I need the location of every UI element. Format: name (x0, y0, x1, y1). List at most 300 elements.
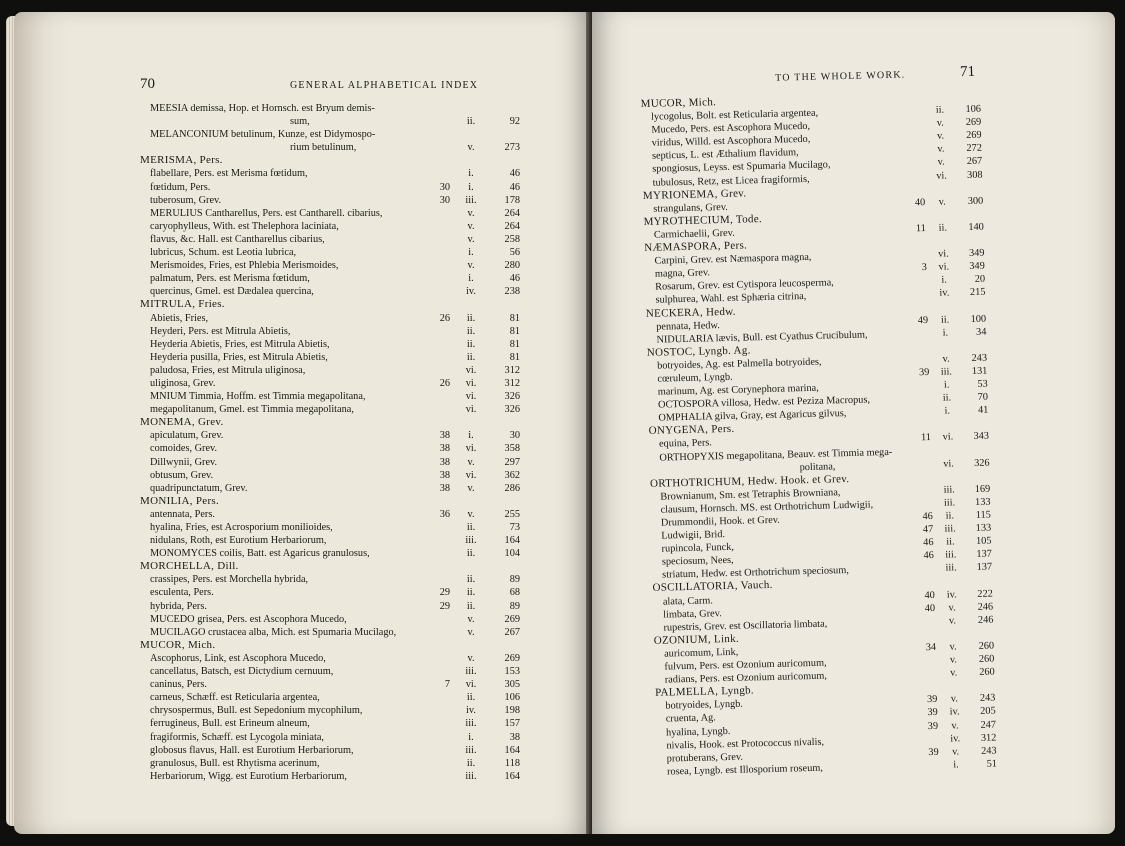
entry-page-number: 362 (504, 469, 520, 481)
entry-volume: i. (942, 327, 949, 339)
entry-page-number: 118 (504, 757, 520, 769)
entry-text: flabellare, Pers. est Merisma fœtidum, (150, 168, 308, 180)
entry-text: MORCHELLA, Dill. (140, 560, 239, 573)
entry-page-number: 255 (504, 508, 520, 520)
entry-page-number: 46 (509, 181, 520, 193)
entry-plate-number: 39 (918, 366, 930, 379)
entry-text: viridus, Willd. est Ascophora Mucedo, (651, 134, 811, 150)
entry-text: limbata, Grev. (663, 607, 722, 621)
entry-text: MELANCONIUM betulinum, Kunze, est Didymospo- (150, 129, 376, 141)
entry-page-number: 308 (966, 169, 983, 181)
entry-plate-number: 38 (439, 469, 450, 481)
entry-volume: vi. (465, 391, 477, 403)
entry-page-number: 267 (966, 156, 983, 168)
index-entry (140, 717, 520, 730)
index-entry (140, 272, 520, 285)
index-entry (140, 600, 520, 613)
entry-page-number: 264 (504, 220, 520, 232)
entry-page-number: 312 (504, 364, 520, 376)
index-entry (140, 521, 520, 534)
entry-volume: i. (468, 731, 474, 743)
entry-page-number: 105 (975, 535, 992, 548)
entry-volume: vi. (943, 458, 955, 470)
entry-page-number: 243 (971, 352, 988, 364)
index-entry (140, 377, 520, 390)
entry-volume: i. (953, 759, 959, 771)
index-heading (140, 639, 520, 652)
entry-page-number: 358 (504, 443, 520, 455)
entry-volume (936, 418, 958, 419)
entry-text: obtusum, Grev. (150, 469, 214, 481)
entry-text: Abietis, Fries, (150, 312, 209, 324)
entry-text: hyalina, Fries, est Acrosporium monilioides, (150, 522, 333, 533)
index-entry (140, 338, 520, 351)
index-entry (140, 233, 520, 246)
entry-text: paludosa, Fries, est Mitrula uliginosa, (150, 364, 306, 376)
index-heading (140, 416, 520, 429)
entry-text: rupincola, Funck, (661, 542, 735, 555)
entry-text: rupestris, Grev. est Oscillatoria limbata, (663, 618, 828, 634)
entry-volume: v. (467, 207, 475, 219)
entry-volume: v. (467, 482, 475, 494)
entry-volume: iii. (465, 770, 477, 782)
entry-text: Dillwynii, Grev. (150, 456, 218, 468)
entry-text: auricomum, Link, (664, 646, 739, 660)
entry-volume: v. (942, 353, 950, 365)
index-entry (140, 482, 520, 495)
entry-volume: ii. (466, 312, 476, 324)
entry-text: chrysospermus, Bull. est Sepedonium mycophilum, (150, 705, 363, 717)
entry-volume: v. (950, 693, 959, 705)
entry-text: cœruleum, Lyngb. (657, 371, 733, 385)
entry-volume: ii. (466, 574, 476, 586)
entry-volume: v. (936, 117, 944, 129)
entry-volume: vi. (465, 364, 477, 376)
entry-text: tuberosum, Grev. (150, 194, 222, 206)
entry-volume (931, 182, 953, 183)
entry-volume (943, 679, 965, 680)
index-heading (140, 154, 520, 167)
entry-text: carneus, Schæff. est Reticularia argentea, (150, 692, 320, 704)
entry-volume: iii. (940, 366, 953, 378)
index-entry (140, 403, 520, 416)
entry-volume: ii. (466, 692, 476, 704)
entry-text: caryophylleus, With. est Thelephora laciniata, (150, 220, 339, 232)
entry-text: radians, Pers. est Ozonium auricomum, (664, 670, 828, 686)
entry-plate-number: 7 (444, 679, 450, 691)
entry-text: fragiformis, Schæff. est Lycogola miniata, (150, 731, 324, 743)
entry-plate-number: 29 (439, 587, 450, 599)
entry-text: comoides, Grev. (150, 443, 218, 455)
entry-page-number: 258 (504, 233, 520, 245)
index-entry (140, 285, 520, 298)
entry-text: uliginosa, Grev. (150, 377, 216, 389)
entry-volume (932, 234, 954, 235)
entry-text: botryoides, Lyngb. (665, 698, 744, 712)
entry-page-number: 100 (970, 313, 987, 325)
index-entry (140, 128, 520, 141)
entry-volume (931, 208, 953, 209)
entry-volume: v. (467, 142, 475, 154)
entry-page-number: 243 (981, 745, 997, 757)
entry-volume: vi. (465, 404, 477, 416)
entry-volume: vi. (465, 469, 477, 481)
entry-page-number: 326 (974, 457, 990, 469)
entry-volume: i. (468, 168, 474, 180)
entry-page-number: 269 (504, 652, 520, 664)
entry-page-number: 260 (978, 653, 995, 665)
index-entry (140, 757, 520, 770)
entry-page-number: 46 (509, 273, 520, 285)
entry-plate-number: 39 (926, 694, 938, 706)
entry-volume: ii. (466, 522, 476, 533)
entry-volume (938, 470, 960, 471)
entry-page-number: 260 (978, 640, 995, 652)
entry-page-number: 349 (968, 247, 985, 260)
entry-text: pennata, Hedw. (656, 319, 720, 333)
entry-page-number: 222 (977, 588, 993, 600)
entry-text: hybrida, Pers. (150, 600, 207, 612)
left-page-number: 70 (140, 76, 155, 92)
entry-page-number: 215 (969, 287, 986, 299)
entry-page-number: 312 (504, 377, 520, 389)
left-index-entries (140, 102, 520, 783)
entry-volume: v. (950, 667, 958, 679)
entry-plate-number: 34 (925, 641, 937, 654)
right-page-column (640, 63, 998, 779)
index-entry (140, 442, 520, 455)
entry-text: spongiosus, Leyss. est Spumaria Mucilago, (652, 159, 831, 176)
entry-plate-number: 46 (922, 510, 934, 523)
entry-text: quercinus, Gmel. est Dædalea quercina, (150, 286, 314, 298)
entry-text: NÆMASPORA, Pers. (644, 239, 748, 254)
right-index-entries (640, 90, 998, 779)
entry-volume: iii. (465, 744, 477, 756)
entry-plate-number: 38 (439, 482, 450, 494)
entry-volume: i. (468, 181, 474, 193)
entry-volume: ii. (935, 104, 945, 116)
entry-page-number: 137 (976, 561, 993, 574)
entry-plate-number: 38 (439, 443, 450, 455)
entry-page-number: 70 (977, 391, 989, 404)
entry-page-number: 56 (509, 247, 520, 259)
entry-volume: v. (948, 615, 957, 627)
right-page-running-title: TO THE WHOLE WORK. (775, 69, 906, 84)
entry-volume: v. (937, 143, 945, 156)
entry-plate-number: 38 (439, 430, 450, 442)
entry-volume: iii. (465, 194, 477, 206)
entry-text: rosea, Lyngb. est Illosporium roseum, (666, 762, 824, 778)
entry-text: MITRULA, Fries. (140, 298, 225, 311)
index-entry (140, 704, 520, 717)
entry-plate-number: 46 (923, 537, 934, 549)
entry-volume (935, 339, 957, 340)
entry-volume: iii. (943, 497, 956, 509)
entry-text: MUCILAGO crustacea alba, Mich. est Spumaria Mucilago, (150, 626, 397, 638)
entry-text: ferrugineus, Bull. est Erineum alneum, (150, 718, 310, 730)
entry-plate-number: 40 (924, 589, 935, 601)
entry-text: sum, (290, 116, 310, 128)
entry-page-number: 297 (504, 456, 520, 468)
entry-volume: v. (467, 626, 475, 638)
entry-page-number: 73 (509, 522, 520, 533)
entry-text: politana, (799, 460, 836, 473)
index-entry (140, 652, 520, 665)
entry-text: NIDULARIA lævis, Bull. est Cyathus Crucibulum, (656, 329, 868, 346)
index-heading (140, 560, 520, 573)
index-entry (140, 534, 520, 547)
entry-page-number: 264 (504, 207, 520, 219)
entry-plate-number: 40 (924, 602, 936, 614)
entry-volume: i. (943, 379, 950, 391)
entry-page-number: 115 (975, 509, 992, 521)
entry-plate-number: 11 (915, 223, 926, 235)
entry-page-number: 273 (504, 142, 520, 154)
left-page-header (140, 78, 520, 96)
entry-page-number: 131 (971, 365, 988, 377)
entry-page-number: 343 (973, 431, 990, 443)
entry-page-number: 140 (968, 221, 984, 233)
entry-volume: vi. (465, 679, 477, 691)
entry-plate-number: 38 (439, 456, 450, 468)
entry-text: rium betulinum, (290, 142, 357, 154)
entry-page-number: 20 (974, 273, 986, 286)
entry-plate-number: 26 (439, 377, 450, 389)
entry-text: fœtidum, Pers. (150, 181, 211, 193)
entry-volume: v. (467, 613, 475, 625)
entry-plate-number: 39 (927, 720, 939, 732)
entry-plate-number: 36 (439, 508, 450, 520)
entry-text: Heyderi, Pers. est Mitrula Abietis, (150, 325, 291, 337)
entry-page-number: 81 (509, 312, 520, 324)
entry-volume (934, 300, 956, 301)
index-entry (140, 246, 520, 259)
entry-text: MERULIUS Cantharellus, Pers. est Cantharell. cibarius, (150, 207, 383, 219)
entry-text: Heyderia Abietis, Fries, est Mitrula Abietis, (150, 338, 330, 350)
entry-page-number: 300 (967, 195, 984, 207)
entry-volume: vi. (936, 170, 948, 182)
entry-text: antennata, Pers. (150, 508, 215, 520)
entry-page-number: 89 (509, 574, 520, 586)
index-entry (140, 678, 520, 691)
entry-volume: iii. (943, 484, 955, 496)
entry-text: lycogolus, Bolt. est Reticularia argentea, (650, 107, 819, 123)
entry-volume: v. (951, 746, 960, 758)
entry-volume: ii. (466, 600, 476, 612)
entry-volume: i. (468, 273, 474, 285)
entry-volume: iii. (944, 523, 956, 535)
entry-page-number: 157 (504, 718, 520, 730)
entry-text: speciosum, Nees, (661, 555, 734, 568)
entry-text: cruenta, Ag. (665, 712, 716, 725)
index-entry (140, 586, 520, 599)
entry-volume: v. (948, 602, 956, 614)
entry-page-number: 205 (980, 705, 996, 718)
entry-text: quadripunctatum, Grev. (150, 482, 248, 494)
entry-text: palmatum, Pers. est Merisma fœtidum, (150, 273, 310, 285)
entry-text: Mucedo, Pers. est Ascophora Mucedo, (651, 121, 811, 136)
index-entry (140, 547, 520, 560)
entry-text: MONILIA, Pers. (140, 494, 220, 507)
entry-plate-number: 30 (439, 194, 450, 206)
entry-text: fulvum, Pers. est Ozonium auricomum, (664, 657, 827, 673)
entry-page-number: 68 (509, 587, 520, 599)
entry-volume (937, 444, 959, 445)
index-entry (140, 181, 520, 194)
entry-text: flavus, &c. Hall. est Cantharellus cibarius, (150, 233, 325, 245)
entry-volume: iii. (945, 562, 957, 575)
entry-volume: ii. (466, 351, 476, 363)
entry-page-number: 169 (974, 483, 991, 495)
entry-text: tubulosus, Retz, est Licea fragiformis, (652, 173, 810, 189)
entry-volume: v. (938, 196, 946, 208)
entry-volume: ii. (466, 587, 476, 599)
entry-volume: v. (467, 260, 475, 272)
entry-text: ONYGENA, Pers. (648, 423, 735, 438)
entry-volume: i. (941, 274, 947, 287)
entry-text: MNIUM Timmia, Hoffm. est Timmia megapolitana, (150, 391, 366, 403)
index-entry (140, 429, 520, 442)
entry-page-number: 89 (509, 600, 520, 612)
entry-text: clausum, Hornsch. MS. est Orthotrichum Ludwigii, (660, 499, 874, 516)
entry-text: cancellatus, Batsch, est Dictydium cernuum, (150, 666, 334, 678)
entry-text: caninus, Pers. (150, 679, 207, 691)
entry-volume: i. (468, 247, 474, 259)
entry-page-number: 133 (974, 496, 991, 508)
index-entry (140, 115, 520, 128)
index-entry (140, 456, 520, 469)
index-entry (140, 141, 520, 154)
entry-volume: vi. (942, 431, 954, 444)
entry-page-number: 164 (504, 744, 520, 756)
entry-volume: ii. (466, 325, 476, 337)
entry-text: MERISMA, Pers. (140, 154, 223, 167)
entry-page-number: 238 (504, 286, 520, 298)
entry-text: OCTOSPORA villosa, Hedw. est Peziza Macropus, (657, 394, 871, 411)
entry-text: Drummondii, Hook. et Grev. (660, 514, 780, 529)
entry-page-number: 198 (504, 705, 520, 717)
entry-text: PALMELLA, Lyngb. (654, 684, 755, 700)
entry-volume: iv. (946, 588, 957, 601)
entry-volume: ii. (945, 510, 955, 522)
entry-plate-number: 30 (439, 181, 450, 193)
entry-page-number: 349 (969, 260, 985, 273)
entry-text: septicus, L. est Æthalium flavidum, (651, 147, 799, 163)
entry-text: strangulans, Grev. (653, 201, 728, 215)
entry-page-number: 106 (504, 692, 520, 704)
entry-volume: ii. (466, 548, 476, 560)
entry-text: globosus flavus, Hall. est Eurotium Herbariorum, (150, 744, 354, 756)
entry-page-number: 178 (504, 194, 520, 206)
entry-page-number: 326 (504, 404, 520, 416)
index-entry (140, 259, 520, 272)
index-entry (140, 626, 520, 639)
entry-text: granulosus, Bull. est Rhytisma acerinum, (150, 757, 320, 769)
entry-volume (940, 575, 962, 576)
entry-text: Herbariorum, Wigg. est Eurotium Herbariorum, (150, 770, 347, 782)
index-entry (140, 691, 520, 704)
entry-page-number: 92 (509, 116, 520, 128)
entry-volume: i. (944, 405, 951, 417)
entry-page-number: 269 (965, 116, 982, 129)
entry-text: megapolitanum, Gmel. est Timmia megapolitana, (150, 404, 354, 416)
entry-text: MYROTHECIUM, Tode. (643, 212, 763, 228)
entry-volume: ii. (466, 338, 476, 350)
entry-page-number: 272 (966, 143, 983, 155)
entry-volume: iv. (466, 705, 476, 717)
entry-volume: iv. (939, 287, 950, 300)
entry-volume: v. (937, 157, 945, 169)
entry-page-number: 46 (509, 168, 520, 180)
entry-plate-number: 29 (439, 600, 450, 612)
entry-text: marinum, Ag. est Corynephora marina, (657, 382, 819, 398)
entry-page-number: 137 (976, 548, 992, 561)
entry-volume: vi. (938, 261, 950, 273)
entry-text: OMPHALIA gilva, Gray, est Agaricus gilvus, (658, 408, 847, 424)
entry-volume: vi. (465, 377, 477, 389)
index-entry (140, 665, 520, 678)
entry-text: sulphurea, Wahl. est Sphæria citrina, (655, 291, 807, 307)
index-entry (140, 770, 520, 783)
entry-text: MUCOR, Mich. (640, 96, 717, 110)
entry-page-number: 53 (977, 378, 988, 390)
entry-text: alata, Carm. (662, 594, 714, 608)
index-entry (140, 744, 520, 757)
entry-text: Carpini, Grev. est Næmaspora magna, (654, 251, 812, 267)
entry-page-number: 164 (504, 770, 520, 782)
entry-volume: v. (467, 456, 475, 468)
entry-volume: iii. (465, 666, 477, 678)
entry-text: Merismoides, Fries, est Phlebia Merismoides, (150, 260, 339, 272)
index-heading (140, 298, 520, 311)
entry-text: Ludwigii, Brid. (661, 529, 726, 542)
entry-plate-number: 40 (914, 196, 926, 209)
entry-volume: ii. (466, 757, 476, 769)
entry-text: MEESIA demissa, Hop. et Hornsch. est Bryum demis- (150, 103, 375, 114)
entry-volume: v. (949, 641, 957, 653)
entry-text: MUCOR, Mich. (140, 638, 216, 651)
entry-text: esculenta, Pers. (150, 587, 214, 599)
index-entry (140, 573, 520, 586)
entry-volume: vi. (465, 443, 477, 455)
index-entry (140, 102, 520, 115)
entry-volume: i. (468, 430, 474, 442)
entry-page-number: 269 (966, 129, 982, 142)
entry-volume: v. (936, 130, 945, 143)
entry-volume (929, 90, 951, 91)
entry-volume: v. (951, 719, 959, 732)
entry-plate-number: 47 (922, 524, 934, 536)
entry-page-number: 260 (979, 666, 995, 679)
entry-text: MUCEDO grisea, Pers. est Ascophora Mucedo, (150, 613, 347, 625)
entry-volume: v. (467, 220, 475, 232)
entry-page-number: 305 (504, 679, 520, 691)
entry-volume: iv. (949, 706, 960, 719)
entry-page-number: 164 (504, 535, 520, 547)
entry-text: OSCILLATORIA, Vauch. (652, 579, 773, 595)
entry-page-number: 38 (509, 731, 520, 743)
index-entry (140, 220, 520, 233)
entry-text: protuberans, Grev. (666, 751, 744, 765)
entry-page-number: 269 (504, 613, 520, 625)
entry-page-number: 246 (977, 601, 994, 613)
entry-page-number: 312 (980, 732, 997, 744)
entry-page-number: 246 (977, 614, 994, 626)
index-entry (140, 167, 520, 180)
entry-volume: ii. (938, 222, 948, 234)
entry-text: MONEMA, Grev. (140, 416, 224, 429)
entry-page-number: 267 (504, 626, 520, 638)
